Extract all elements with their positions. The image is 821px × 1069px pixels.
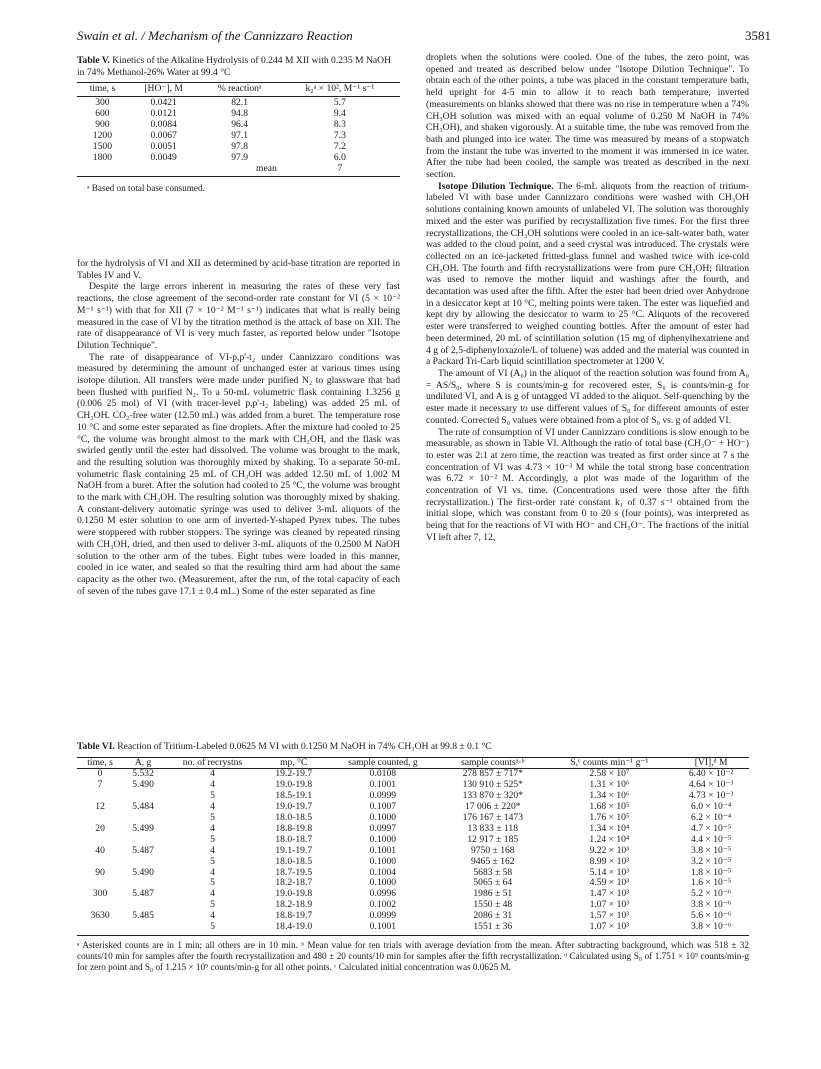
table-cell: 900 bbox=[95, 119, 110, 130]
table-cell: 4 bbox=[210, 910, 215, 922]
table-cell: 6.40 × 10⁻² bbox=[688, 768, 734, 780]
table-row bbox=[77, 857, 749, 868]
table-row bbox=[77, 802, 749, 813]
table-row bbox=[77, 868, 749, 879]
table-row bbox=[77, 108, 400, 119]
table-v-label: Table V. bbox=[77, 55, 110, 66]
table-vi-footnote: ᵃ Asterisked counts are in 1 min; all others are in 10 min. ᵇ Mean value for ten trials with average deviation from the mean. After subtracting background, which was 518 ± 32 counts/10 min for samples after the fourth recrystallization and 480 ± 20 counts/10 min for samples after the fifth recrystallization. ᵈ Calculated using S₀ of 1.751 × 10⁹ counts/min-g for zero point and S₀ of 1.215 × 10⁹ counts/min-g for all other points. ᶜ Calculated initial concentration was 0.0625 M. bbox=[77, 940, 749, 972]
table-row bbox=[77, 130, 400, 141]
table-row bbox=[77, 769, 749, 780]
table-cell: 5.490 bbox=[132, 866, 154, 878]
table-cell: 133 870 ± 320* bbox=[462, 790, 523, 802]
table-cell: 1.8 × 10⁻⁵ bbox=[691, 866, 732, 878]
table-vi bbox=[77, 741, 749, 973]
table-cell: 90 bbox=[95, 866, 105, 878]
table-cell: 18.2-18.7 bbox=[275, 877, 313, 889]
table-cell: 9465 ± 162 bbox=[470, 855, 515, 867]
table-cell: 19.1-19.7 bbox=[275, 844, 313, 856]
table-row bbox=[77, 813, 749, 824]
table-cell: 18.0-18.5 bbox=[275, 812, 313, 824]
table-cell: 5 bbox=[210, 790, 215, 802]
table-cell: 1.07 × 10³ bbox=[545, 922, 673, 935]
table-cell: 5 bbox=[210, 855, 215, 867]
table-row bbox=[77, 141, 400, 152]
table-v-header: % reactionᵃ bbox=[200, 83, 280, 97]
table-cell: 278 857 ± 717* bbox=[462, 768, 523, 780]
table-cell: 1.6 × 10⁻⁵ bbox=[691, 877, 732, 889]
table-cell: 5.487 bbox=[132, 844, 154, 856]
table-cell: 18.8-19.8 bbox=[275, 822, 313, 834]
table-cell: 8.99 × 10³ bbox=[589, 855, 630, 867]
table-cell: 0.0999 bbox=[369, 790, 397, 802]
table-cell: 19.0-19.7 bbox=[275, 801, 313, 813]
table-cell: 1.34 × 10⁴ bbox=[589, 822, 630, 834]
table-cell: 9.4 bbox=[333, 108, 346, 119]
table-cell: 6.2 × 10⁻⁴ bbox=[691, 812, 732, 824]
table-v-caption bbox=[77, 55, 400, 78]
table-vi-grid bbox=[77, 757, 749, 937]
table-cell: 17 006 ± 220* bbox=[464, 801, 521, 813]
table-cell: 4.4 × 10⁻⁵ bbox=[691, 833, 732, 845]
table-v-mean-value: 7 bbox=[337, 163, 343, 174]
table-cell: 5.532 bbox=[132, 768, 154, 780]
table-cell: 4 bbox=[210, 801, 215, 813]
page-header bbox=[77, 28, 771, 46]
table-cell: 5.487 bbox=[132, 888, 154, 900]
table-vi-header: S,ᶜ counts min⁻¹ g⁻¹ bbox=[545, 757, 673, 769]
table-cell: 5.2 × 10⁻⁶ bbox=[691, 888, 732, 900]
table-cell: 5.484 bbox=[132, 801, 154, 813]
table-cell: 1986 ± 51 bbox=[473, 888, 513, 900]
table-cell: 9.22 × 10³ bbox=[589, 844, 630, 856]
table-cell: 0.0997 bbox=[369, 822, 397, 834]
table-cell: 6.0 bbox=[333, 152, 346, 163]
table-row bbox=[77, 97, 400, 109]
table-cell: 1500 bbox=[92, 141, 112, 152]
table-v-mean-label: mean bbox=[255, 163, 277, 174]
table-row bbox=[77, 152, 400, 163]
paragraph: for the hydrolysis of VI and XII as determined by acid-base titration are reported in Tables IV and V. bbox=[77, 258, 400, 281]
table-cell: 3.8 × 10⁻⁵ bbox=[691, 844, 732, 856]
table-cell: 300 bbox=[95, 97, 110, 108]
table-v-header: k₂ᵃ × 10², M⁻¹ s⁻¹ bbox=[280, 83, 400, 97]
table-cell: 6.0 × 10⁻⁴ bbox=[691, 801, 732, 813]
table-cell: 0.1001 bbox=[326, 922, 441, 935]
table-cell: 0.1001 bbox=[369, 844, 397, 856]
table-cell: 3.8 × 10⁻⁶ bbox=[691, 899, 732, 911]
table-cell: 4.64 × 10⁻³ bbox=[688, 779, 734, 791]
table-cell: 13 833 ± 118 bbox=[467, 822, 519, 834]
table-v bbox=[77, 55, 400, 193]
table-cell: 82.1 bbox=[231, 97, 249, 108]
table-cell: 3.2 × 10⁻⁵ bbox=[691, 855, 732, 867]
table-cell: 5 bbox=[210, 877, 215, 889]
table-cell: 9750 ± 168 bbox=[470, 844, 515, 856]
table-cell: 5.490 bbox=[132, 779, 154, 791]
table-v-header: [HO⁻], M bbox=[128, 83, 200, 97]
table-vi-title: Reaction of Tritium-Labeled 0.0625 M VI with 0.1250 M NaOH in 74% CH₃OH at 99.8 ± 0.1 °C bbox=[117, 741, 492, 752]
table-cell: 5 bbox=[163, 922, 262, 935]
table-cell: 0.0121 bbox=[150, 108, 177, 119]
table-vi-label: Table VI. bbox=[77, 741, 115, 752]
table-cell: 3630 bbox=[90, 910, 110, 922]
table-cell bbox=[77, 922, 123, 935]
table-cell: 4.73 × 10⁻³ bbox=[688, 790, 734, 802]
paragraph bbox=[426, 181, 749, 368]
table-cell: 0.0051 bbox=[150, 141, 177, 152]
table-cell: 12 bbox=[95, 801, 105, 813]
table-cell: 0.0421 bbox=[150, 97, 177, 108]
table-row bbox=[77, 835, 749, 846]
table-cell: 4 bbox=[210, 822, 215, 834]
table-cell: 4 bbox=[210, 888, 215, 900]
table-row bbox=[77, 824, 749, 835]
table-cell: 18.0-18.7 bbox=[275, 833, 313, 845]
section-heading: Isotope Dilution Technique. bbox=[438, 180, 554, 192]
table-cell: 5 bbox=[210, 812, 215, 824]
table-cell: 5.6 × 10⁻⁶ bbox=[691, 910, 732, 922]
table-cell: 5.499 bbox=[132, 822, 154, 834]
table-cell: 2086 ± 31 bbox=[473, 910, 513, 922]
table-row bbox=[77, 791, 749, 802]
table-cell: 5.7 bbox=[333, 97, 346, 108]
table-row bbox=[77, 119, 400, 130]
table-vi-header: no. of recrystns bbox=[163, 757, 262, 769]
table-cell: 8.3 bbox=[333, 119, 346, 130]
table-cell: 1.31 × 10⁶ bbox=[589, 779, 630, 791]
running-title: Swain et al. / Mechanism of the Cannizzaro Reaction bbox=[77, 28, 353, 43]
table-cell: 0.1007 bbox=[369, 801, 397, 813]
table-vi-header: sample counted, g bbox=[326, 757, 441, 769]
table-cell: 0.1000 bbox=[369, 877, 397, 889]
table-cell: 0.0084 bbox=[150, 119, 177, 130]
table-cell: 1.34 × 10⁶ bbox=[589, 790, 630, 802]
table-cell: 0 bbox=[97, 768, 103, 780]
table-cell bbox=[123, 922, 163, 935]
table-cell: 18.7-19.5 bbox=[275, 866, 313, 878]
table-cell: 97.9 bbox=[231, 152, 249, 163]
table-vi-header: sample countsᵃ·ᵇ bbox=[440, 757, 545, 769]
table-cell: 18.2-18.9 bbox=[275, 899, 313, 911]
table-cell: 18.5-19.1 bbox=[275, 790, 313, 802]
table-row bbox=[77, 900, 749, 911]
table-cell: 19.0-19.8 bbox=[275, 888, 313, 900]
left-column-text bbox=[77, 258, 400, 597]
table-vi-header: mp, °C bbox=[262, 757, 326, 769]
paragraph: The rate of consumption of VI under Cannizzaro conditions is slow enough to be measurable, as shown in Table VI. Although the ratio of total base (CH₃O⁻ + HO⁻) to ester was 2:1 at zero time, the reaction was treated as first order since at 7 s the concentration of VI was 4.73 × 10⁻³ M while the total strong base concentration was 6.72 × 10⁻² M. Accordingly, a plot was made of the logarithm of the concentration of VI vs. time. (Concentrations used were those after the fifth recrystallization.) The first-order rate constant k₁ of 0.37 s⁻¹ obtained from the initial slope, which was constant from 0 to 20 s (four points), was interpreted as being that for the reactions of VI with HO⁻ and CH₃O⁻. The fractions of the initial VI left after 7, 12, bbox=[426, 426, 749, 543]
table-cell: 20 bbox=[95, 822, 105, 834]
table-cell bbox=[77, 857, 123, 868]
table-cell: 19.0-19.8 bbox=[275, 779, 313, 791]
table-cell: 5 bbox=[210, 833, 215, 845]
table-cell: 4 bbox=[210, 844, 215, 856]
table-cell: 0.0996 bbox=[369, 888, 397, 900]
page-number: 3581 bbox=[745, 28, 771, 43]
table-cell: 2.58 × 10⁷ bbox=[589, 768, 630, 780]
table-cell: 97.1 bbox=[231, 130, 249, 141]
table-row bbox=[77, 878, 749, 889]
table-cell: 7.2 bbox=[333, 141, 346, 152]
table-cell: 40 bbox=[95, 844, 105, 856]
table-cell: 12 917 ± 185 bbox=[467, 833, 519, 845]
table-row bbox=[77, 911, 749, 922]
paragraph-body: The 6-mL aliquots from the reaction of tritium-labeled VI with base under Cannizzaro conditions were washed with CH₃OH solutions containing known amounts of unlabeled VI. The solution was thoroughly mixed and the ester was purified by recrystallization five times. For the first three recrystallizations, the CH₃OH solutions were cooled in an ice-salt-water bath, water was added to the cloud point, and a seed crystal was introduced. The crystals were collected on an ice-jacketed fritted-glass funnel and washed twice with ice-cold CH₃OH. The fourth and fifth recrystallizations were from pure CH₃OH; filtration was used to remove the mother liquid and washings after the fourth, and decantation was used after the fifth. After the ester had been dried over Anhydrone in a desiccator kept at 10 °C, melting points were taken. The ester was liquefied and kept dry by allowing the desiccator to warm to 25 °C. Aliquots of the recovered ester were transferred to weighed counting bottles. After the amount of ester had been determined, 20 mL of scintillation solution (15 mg of diphenylhexatriene and 4 g of 2,5-diphenyloxazole/L of toluene) was added and the material was counted in a Packard Tri-Carb liquid scintillation spectrometer at 1200 V. bbox=[426, 180, 749, 368]
table-vi-caption bbox=[77, 741, 749, 753]
table-cell: 176 167 ± 1473 bbox=[462, 812, 523, 824]
table-cell: 0.0049 bbox=[150, 152, 177, 163]
table-cell: 97.8 bbox=[231, 141, 249, 152]
table-vi-header: time, s bbox=[77, 757, 123, 769]
table-cell: 0.1002 bbox=[369, 899, 397, 911]
table-cell: 0.1000 bbox=[369, 833, 397, 845]
table-v-footnote: ᵃ Based on total base consumed. bbox=[87, 183, 205, 193]
table-cell: 0.1001 bbox=[369, 779, 397, 791]
table-cell: 5.485 bbox=[132, 910, 154, 922]
table-cell: 5683 ± 58 bbox=[473, 866, 513, 878]
table-v-header: time, s bbox=[77, 83, 128, 97]
table-cell: 0.0999 bbox=[369, 910, 397, 922]
table-cell: 18.8-19.7 bbox=[275, 910, 313, 922]
table-cell: 600 bbox=[95, 108, 110, 119]
table-v-title: Kinetics of the Alkaline Hydrolysis of 0.244 M XII with 0.235 M NaOH in 74% Methanol-26% Water at 99.4 °C bbox=[77, 55, 392, 78]
table-cell: 18.4-19.0 bbox=[262, 922, 326, 935]
table-cell: 3.8 × 10⁻⁶ bbox=[673, 922, 749, 935]
table-cell: 1550 ± 48 bbox=[473, 899, 513, 911]
table-cell: 4 bbox=[210, 866, 215, 878]
table-row bbox=[77, 846, 749, 857]
table-cell: 130 910 ± 525* bbox=[462, 779, 523, 791]
table-row bbox=[77, 889, 749, 900]
table-cell: 96.4 bbox=[231, 119, 249, 130]
paragraph: The rate of disappearance of VI-p,p'-t₂ under Cannizzaro conditions was measured by determining the amount of unchanged ester at various times using isotope dilution. All transfers were made under purified N₂ to glassware that had been flushed with purified N₂. To a 50-mL volumetric flask containing 1.3256 g (0.006 25 mol) of VI (with tracer-level p,p'-t₂ labeling) was added 25 mL of CH₃OH. CO₂-free water (12.50 mL) was added from a buret. The temperature rose 10 °C and some ester separated as fine droplets. After the mixture had cooled to 25 °C, the volume was brought almost to the mark with CH₃OH, and the flask was swirled gently until the ester had dissolved. The volume was brought to the mark, and the resulting solution was thoroughly mixed by shaking. To a separate 50-mL volumetric flask containing 25 mL of CH₃OH was added 12.50 mL of 1.002 M NaOH from a buret. After the solution had cooled to 25 °C, the volume was brought to the mark with CH₃OH. The resulting solution was thoroughly mixed by shaking. A constant-delivery automatic syringe was used to deliver 3-mL aliquots of the 0.1250 M ester solution to one arm of inverted-Y-shaped Pyrex tubes. The tubes were stoppered with rubber stoppers. The syringe was cleaned by repeated rinsing with CH₃OH, dried, and then used to deliver 3-mL aliquots of the 0.2500 M NaOH solution to the other arm of the tubes. Eight tubes were loaded in this manner, cooled in ice water, and sealed so that the resulting third arm had about the same capacity as the other two. (Measurement, after the run, of the total capacity of each of seven of the tubes gave 17.1 ± 0.4 mL.) Some of the ester separated as fine bbox=[77, 351, 400, 597]
table-cell: 300 bbox=[92, 888, 108, 900]
right-column-text bbox=[426, 52, 749, 544]
table-cell: 1.76 × 10⁵ bbox=[589, 812, 630, 824]
table-vi-header: A, g bbox=[123, 757, 163, 769]
table-cell: 19.2-19.7 bbox=[275, 768, 313, 780]
table-cell: 18.0-18.5 bbox=[275, 855, 313, 867]
table-cell: 0.1000 bbox=[369, 855, 397, 867]
table-cell bbox=[123, 857, 163, 868]
table-cell: 1.68 × 10⁵ bbox=[589, 801, 630, 813]
table-cell: 1200 bbox=[92, 130, 112, 141]
table-cell: 0.1004 bbox=[369, 866, 397, 878]
table-cell: 7.3 bbox=[333, 130, 346, 141]
table-cell: 1.57 × 10³ bbox=[589, 910, 630, 922]
table-row bbox=[77, 922, 749, 935]
table-v-grid bbox=[77, 82, 400, 177]
table-cell: 5065 ± 64 bbox=[473, 877, 513, 889]
table-cell: 4.59 × 10³ bbox=[589, 877, 630, 889]
table-cell: 94.8 bbox=[231, 108, 249, 119]
table-cell: 4.7 × 10⁻⁵ bbox=[691, 822, 732, 834]
table-cell: 1551 ± 36 bbox=[440, 922, 545, 935]
table-cell: 4 bbox=[210, 768, 215, 780]
table-cell: 1.47 × 10³ bbox=[589, 888, 630, 900]
table-row bbox=[77, 780, 749, 791]
paragraph: The amount of VI (A₀) in the aliquot of the reaction solution was found from A₀ = AS/S₀, where S is counts/min-g for recovered ester, S₀ is counts/min-g for undiluted VI, and A is g of untagged VI added to the aliquot. Self-quenching by the ester made it necessary to use different values of S₀ for different amounts of ester counted. Corrected S₀ values were obtained from a plot of S₀ vs. g of added VI. bbox=[426, 367, 749, 426]
table-cell: 1.24 × 10⁴ bbox=[589, 833, 630, 845]
table-cell: 4 bbox=[210, 779, 215, 791]
paragraph: Despite the large errors inherent in measuring the rates of these very fast reactions, the close agreement of the second-order rate constant for VI (5 × 10⁻² M⁻¹ s⁻¹) with that for XII (7 × 10⁻² M⁻¹ s⁻¹) indicates that what is really being measured in the case of VI by the titration method is the attack of base on XII. The rate of disappearance of VI is very much faster, as reported below under "Isotope Dilution Technique". bbox=[77, 281, 400, 351]
table-cell: 1800 bbox=[92, 152, 112, 163]
table-cell: 0.1000 bbox=[369, 812, 397, 824]
table-cell: 0.0108 bbox=[369, 768, 397, 780]
table-cell: 7 bbox=[97, 779, 103, 791]
table-cell: 5.14 × 10³ bbox=[589, 866, 630, 878]
paragraph: droplets when the solutions were cooled. One of the tubes, the zero point, was opened and treated as described below under "Isotope Dilution Technique". To obtain each of the other points, a tube was placed in the constant temperature bath, held upright for 4-5 min to allow it to reach bath temperature, inverted (measurements on blanks showed that there was no rise in temperature when a 74% CH₃OH solution was mixed with an equal volume of 0.250 M NaOH in 74% CH₃OH), and shaken vigorously. At a suitable time, the tube was removed from the bath and plunged into ice water. The time was measured by means of a stopwatch from the instant the tube was inverted to the moment it was immersed in ice water. After the tube had been cooled, the sample was treated as described in the next section. bbox=[426, 52, 749, 181]
table-cell: 0.0067 bbox=[150, 130, 177, 141]
table-vi-header: [VI],ᵈ M bbox=[673, 757, 749, 769]
table-cell: 1.07 × 10³ bbox=[589, 899, 630, 911]
table-cell: 5 bbox=[210, 899, 215, 911]
